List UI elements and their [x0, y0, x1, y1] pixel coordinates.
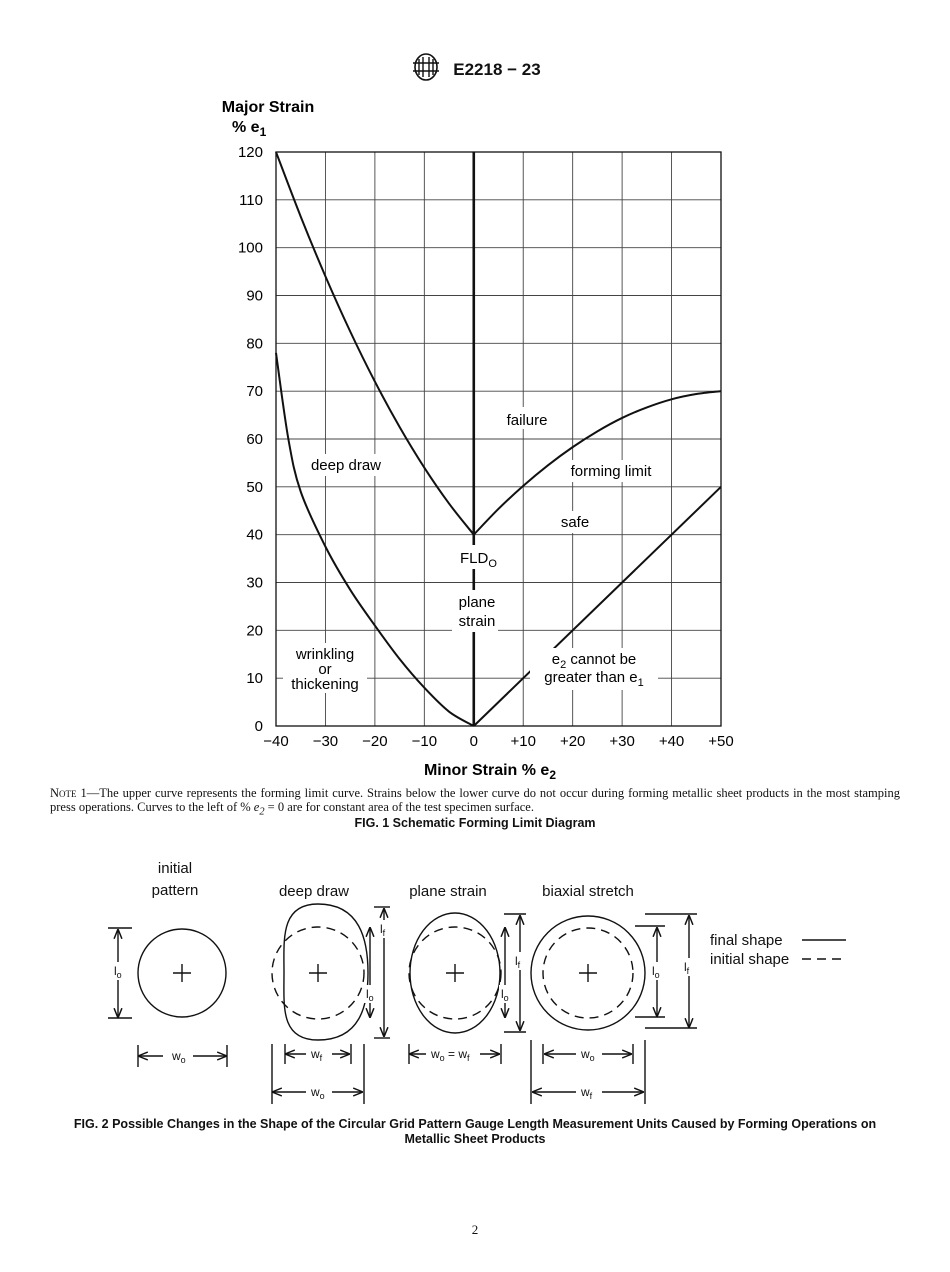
- center-cross-icon: [579, 964, 597, 982]
- lf-label: $l_f$: [380, 922, 386, 938]
- y-tick-label: 0: [254, 718, 263, 735]
- center-cross-icon: [309, 964, 327, 982]
- deep-draw-label: deep draw: [310, 457, 382, 474]
- y-tick-label: 20: [246, 622, 263, 640]
- x-tick-label: +10: [510, 733, 536, 750]
- initial-label-line1: initial: [157, 860, 193, 877]
- w0-label: $w_o$: [311, 1085, 325, 1101]
- lf-label: $l_f$: [515, 954, 521, 970]
- x-tick-label: −20: [362, 733, 388, 750]
- wrinkling-label: wrinkling: [295, 646, 355, 663]
- deep-draw-final-shape: [284, 904, 368, 1040]
- x-tick-label: −30: [312, 733, 339, 750]
- center-cross-icon: [173, 964, 191, 982]
- y-tick-label: 60: [246, 431, 263, 448]
- x-tick-label: +30: [609, 733, 635, 750]
- l0-label: $l_o$: [652, 964, 660, 980]
- deep-draw-heading: deep draw: [278, 883, 350, 900]
- w0-label: $w_o$: [172, 1049, 186, 1065]
- forming-limit-label: forming limit: [570, 463, 652, 480]
- l0-label: $l_o$: [114, 964, 122, 980]
- standard-designation: E2218 − 23: [453, 59, 541, 79]
- y-tick-label: 120: [237, 144, 263, 161]
- y-tick-label: 10: [246, 670, 263, 688]
- or-label: or: [318, 661, 332, 678]
- x-tick-label: −10: [411, 733, 438, 750]
- thickening-label: thickening: [291, 676, 359, 693]
- y-tick-label: 40: [246, 526, 263, 544]
- l0-label: $l_o$: [501, 987, 509, 1003]
- y-tick-label: 80: [246, 335, 263, 353]
- l0-label: $l_o$: [366, 987, 374, 1003]
- fld0-label: $FLD_O$: [460, 550, 497, 570]
- initial-shape-legend-label: initial shape: [710, 951, 790, 968]
- x-tick-label: +50: [708, 733, 734, 750]
- fig2-caption: FIG. 2 Possible Changes in the Shape of the Circular Grid Pattern Gauge Length Measurement Units Caused by Forming Operations on Metallic Sheet Products: [73, 1117, 877, 1146]
- wf-label: $w_f$: [581, 1085, 593, 1101]
- y-tick-label: 70: [246, 383, 263, 401]
- y-axis-title-line1: Major Strain: [221, 99, 315, 116]
- note-1: Note 1—The upper curve represents the forming limit curve. Strains below the lower curve do not occur during forming metallic sheet products in the most stamping press operations. Curves to the left of % $e_2 = 0$ are for constant area of the test specimen surface.: [50, 786, 901, 818]
- w0-label: $w_o$: [581, 1047, 595, 1063]
- e2-cannot-label-line1: $e_2$ cannot be: [551, 651, 637, 671]
- wf-label: $w_f$: [311, 1047, 323, 1063]
- center-cross-icon: [446, 964, 464, 982]
- w0-equals-wf-label: $w_o = w_f$: [431, 1047, 470, 1063]
- e2-cannot-label-line2: greater than $e_1$: [544, 669, 644, 689]
- lf-label: $l_f$: [684, 960, 690, 976]
- x-tick-label: +20: [559, 733, 586, 750]
- y-tick-label: 30: [246, 574, 263, 592]
- y-axis-title-line2: % $e_1$: [232, 119, 267, 139]
- plane-label: plane: [458, 594, 496, 611]
- x-tick-label: 0: [469, 733, 478, 750]
- x-tick-label: −40: [263, 733, 289, 750]
- x-axis-title: Minor Strain % $e_2$: [423, 762, 557, 782]
- y-tick-label: 90: [246, 287, 263, 305]
- page-number: 2: [471, 1222, 479, 1237]
- fig1-caption: FIG. 1 Schematic Forming Limit Diagram: [354, 816, 596, 830]
- initial-label-line2: pattern: [151, 882, 199, 899]
- strain-label: strain: [458, 613, 496, 630]
- plane-strain-heading: plane strain: [409, 883, 487, 900]
- x-tick-label: +40: [658, 733, 685, 750]
- safe-label: safe: [560, 514, 590, 531]
- failure-label: failure: [506, 412, 548, 429]
- y-tick-label: 110: [239, 191, 263, 209]
- y-tick-label: 50: [246, 478, 263, 496]
- biaxial-stretch-heading: biaxial stretch: [542, 883, 634, 900]
- final-shape-legend-label: final shape: [710, 932, 783, 949]
- y-tick-label: 100: [237, 239, 263, 257]
